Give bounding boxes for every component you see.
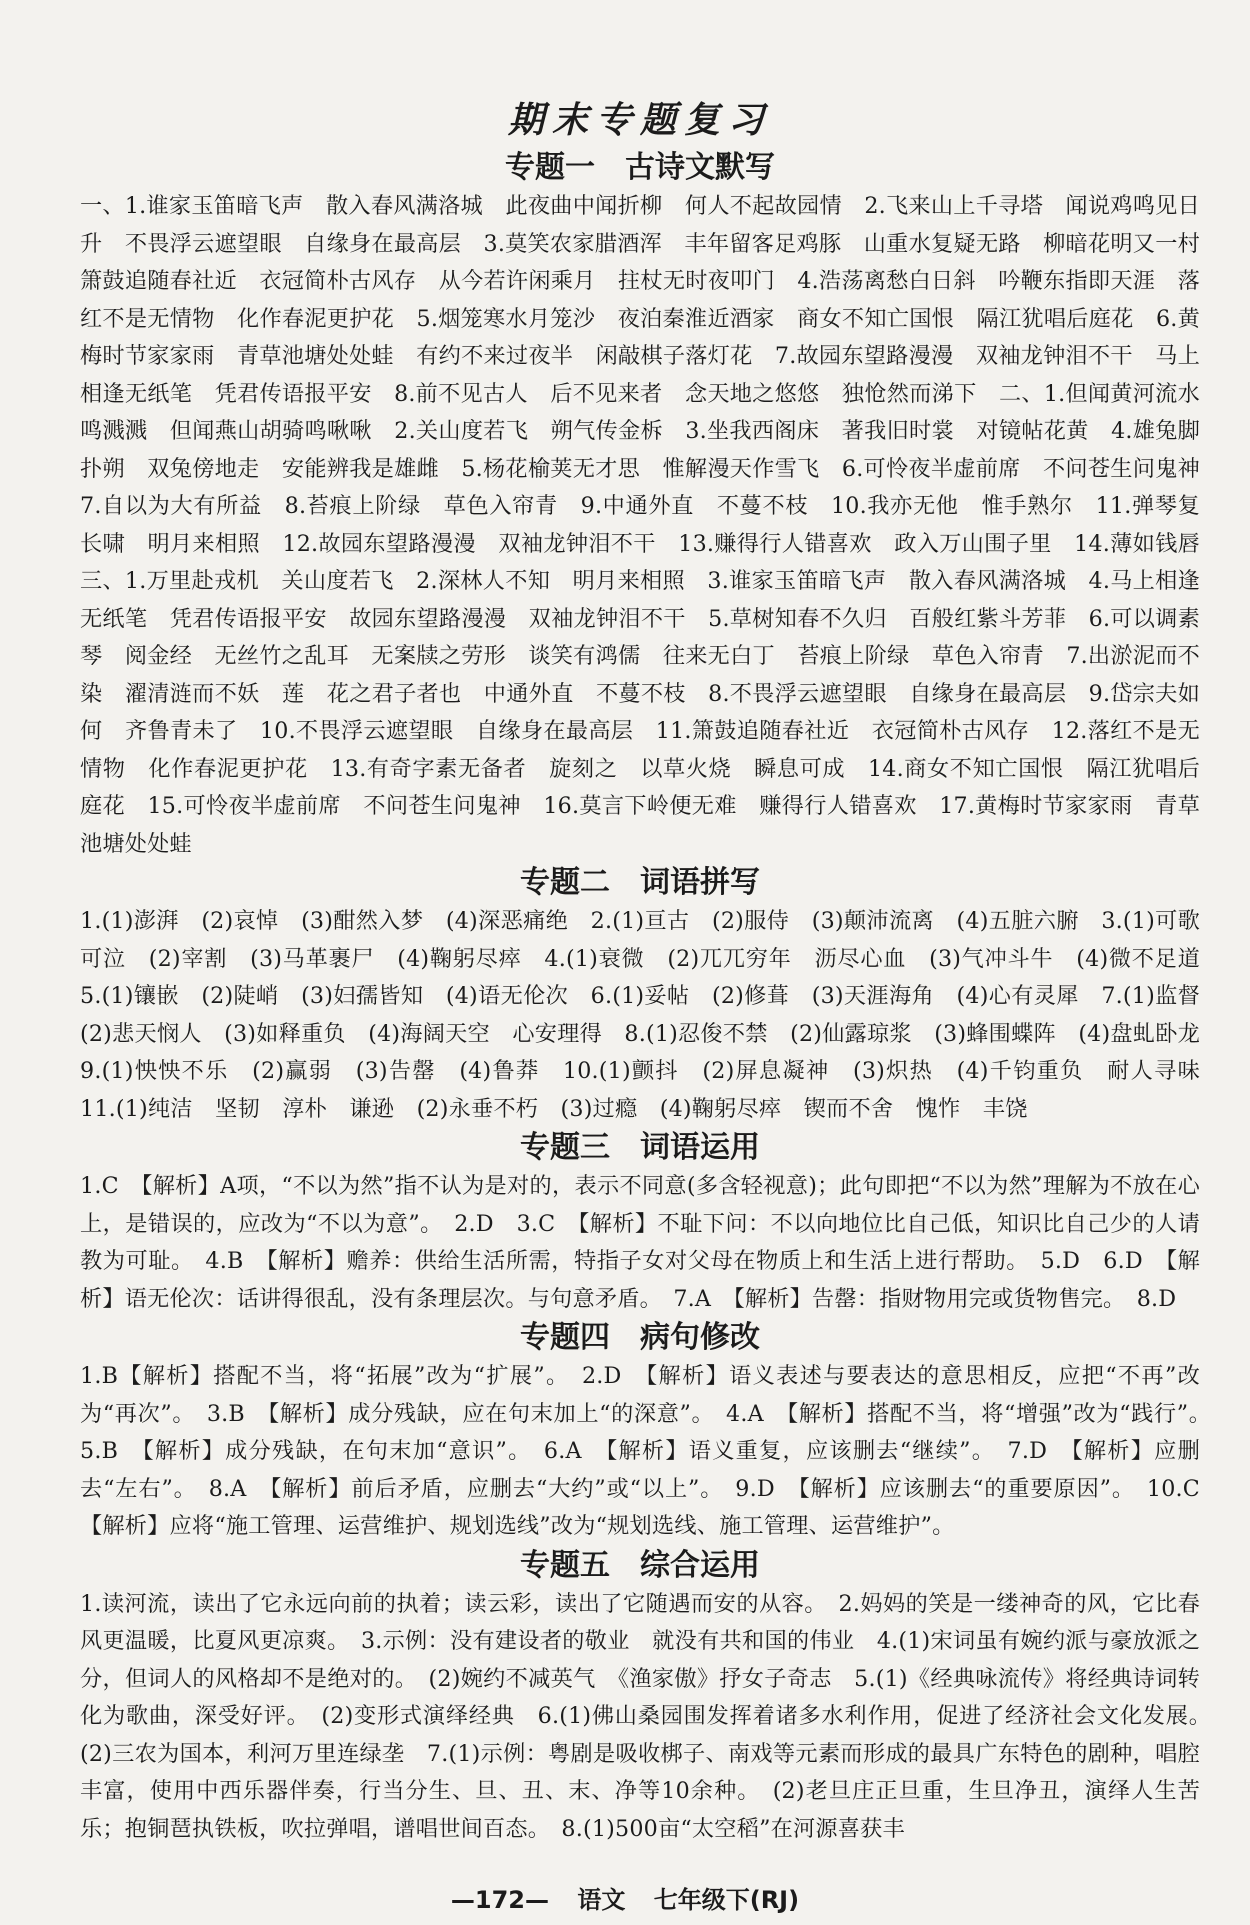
section-body: 1.(1)澎湃 (2)哀悼 (3)酣然入梦 (4)深恶痛绝 2.(1)亘古 (2)服侍 (3)颠沛流离 (4)五脏六腑 3.(1)可歌可泣 (2)宰割 (3)马革裹尸 (4)鞠躬尽瘁 4.(1)衰微 (2)兀兀穷年 沥尽心血 (3)气冲斗牛 (4)微不足道 5.(1)镶嵌 (2)陡峭 (3)妇孺皆知 (4)语无伦次 6.(1)妥帖 (2)修葺 (3)天涯海角 (4)心有灵犀 7.(1)监督 (2)悲天悯人 (3)如释重负 (4)海阔天空 心安理得 8.(1)忍俊不禁 (2)仙露琼浆 (3)蜂围蝶阵 (4)盘虬卧龙 9.(1)怏怏不乐 (2)赢弱 (3)告罄 (4)鲁莽 10.(1)颤抖 (2)屏息凝神 (3)炽热 (4)千钧重负 耐人寻味 11.(1)纯洁 坚韧 淳朴 谦逊 (2)永垂不朽 (3)过瘾 (4)鞠躬尽瘁 锲而不舍 愧怍 丰饶 xyxy=(80,908,1223,1122)
section-1 xyxy=(80,148,1223,863)
section-2 xyxy=(80,863,1223,1128)
section-body: 一、1.谁家玉笛暗飞声 散入春风满洛城 此夜曲中闻折柳 何人不起故园情 2.飞来山上千寻塔 闻说鸡鸣见日升 不畏浮云遮望眼 自缘身在最高层 3.莫笑农家腊酒浑 丰年留客足鸡豚 山重水复疑无路 柳暗花明又一村 箫鼓追随春社近 衣冠简朴古风存 从今若许闲乘月 拄杖无时夜叩门 4.浩荡离愁白日斜 吟鞭东指即天涯 落红不是无情物 化作春泥更护花 5.烟笼寒水月笼沙 夜泊秦淮近酒家 商女不知亡国恨 隔江犹唱后庭花 6.黄梅时节家家雨 青草池塘处处蛙 有约不来过夜半 闲敲棋子落灯花 7.故园东望路漫漫 双袖龙钟泪不干 马上相逢无纸笔 凭君传语报平安 8.前不见古人 后不见来者 念天地之悠悠 独怆然而涕下 二、1.但闻黄河流水鸣溅溅 但闻燕山胡骑鸣啾啾 2.关山度若飞 朔气传金柝 3.坐我西阁床 著我旧时裳 对镜帖花黄 4.雄兔脚扑朔 双兔傍地走 安能辨我是雄雌 5.杨花榆荚无才思 惟解漫天作雪飞 6.可怜夜半虚前席 不问苍生问鬼神 7.自以为大有所益 8.苔痕上阶绿 草色入帘青 9.中通外直 不蔓不枝 10.我亦无他 惟手熟尔 11.弹琴复长啸 明月来相照 12.故园东望路漫漫 双袖龙钟泪不干 13.赚得行人错喜欢 政入万山围子里 14.薄如钱唇 三、1.万里赴戎机 关山度若飞 2.深林人不知 明月来相照 3.谁家玉笛暗飞声 散入春风满洛城 4.马上相逢无纸笔 凭君传语报平安 故园东望路漫漫 双袖龙钟泪不干 5.草树知春不久归 百般红紫斗芳菲 6.可以调素琴 阅金经 无丝竹之乱耳 无案牍之劳形 谈笑有鸿儒 往来无白丁 苔痕上阶绿 草色入帘青 7.出淤泥而不染 濯清涟而不妖 莲 花之君子者也 中通外直 不蔓不枝 8.不畏浮云遮望眼 自缘身在最高层 9.岱宗夫如何 齐鲁青未了 10.不畏浮云遮望眼 自缘身在最高层 11.箫鼓追随春社近 衣冠简朴古风存 12.落红不是无情物 化作春泥更护花 13.有奇字素无备者 旋刻之 以草火烧 瞬息可成 14.商女不知亡国恨 隔江犹唱后庭花 15.可怜夜半虚前席 不问苍生问鬼神 16.莫言下岭便无难 赚得行人错喜欢 17.黄梅时节家家雨 青草池塘处处蛙 xyxy=(80,193,1223,857)
page-footer xyxy=(0,1880,1250,1915)
page-number: —172— xyxy=(450,1886,550,1914)
grade-label: 七年级下(RJ) xyxy=(653,1886,800,1914)
section-5 xyxy=(80,1546,1223,1849)
section-4 xyxy=(80,1318,1223,1546)
section-title: 专题二 词语拼写 xyxy=(520,865,760,900)
section-body: 1.B【解析】搭配不当，将“拓展”改为“扩展”。 2.D 【解析】语义表述与要表达的意思相反，应把“不再”改为“再次”。 3.B 【解析】成分残缺，应在句末加上“的深意”。 4.A 【解析】搭配不当，将“增强”改为“践行”。 5.B 【解析】成分残缺，在句末加“意识”。 6.A 【解析】语义重复，应该删去“继续”。 7.D 【解析】应删去“左右”。 8.A 【解析】前后矛盾，应删去“大约”或“以上”。 9.D 【解析】应该删去“的重要原因”。 10.C 【解析】应将“施工管理、运营维护、规划选线”改为“规划选线、施工管理、运营维护”。 xyxy=(80,1363,1223,1539)
subject-label: 语文 xyxy=(577,1886,626,1914)
section-title: 专题四 病句修改 xyxy=(520,1320,760,1355)
section-title: 专题一 古诗文默写 xyxy=(505,150,775,185)
section-3 xyxy=(80,1128,1200,1318)
answer-page xyxy=(80,99,1223,1890)
section-title: 专题五 综合运用 xyxy=(520,1547,760,1583)
section-body: 1.读河流，读出了它永远向前的执着；读云彩，读出了它随遇而安的从容。 2.妈妈的笑是一缕神奇的风，它比春风更温暖，比夏风更凉爽。 3.示例：没有建设者的敬业 就没有共和国的伟业 4.(1)宋词虽有婉约派与豪放派之分，但词人的风格却不是绝对的。 (2)婉约不减英气 《渔家傲》抒女子奇志 5.(1)《经典咏流传》将经典诗词转化为歌曲，深受好评。 (2)变形式演绎经典 6.(1)佛山桑园围发挥着诸多水利作用，促进了经济社会文化发展。 (2)三农为国本，利河万里连绿垄 7.(1)示例：粤剧是吸收梆子、南戏等元素而形成的最具广东特色的剧种，唱腔丰富，使用中西乐器伴奏，行当分生、旦、丑、末、净等10余种。 (2)老旦庄正旦重，生旦净丑，演绎人生苦乐；抱铜琶执铁板，吹拉弹唱，谱唱世间百态。 8.(1)500亩“太空稻”在河源喜获丰 xyxy=(80,1590,1223,1842)
section-body: 1.C 【解析】A项，“不以为然”指不认为是对的，表示不同意(多含轻视意)；此句即把“不以为然”理解为不放在心上，是错误的，应改为“不以为意”。 2.D 3.C 【解析】不耻下问：不以向地位比自己低，知识比自己少的人请教为可耻。 4.B 【解析】赡养：供给生活所需，特指子女对父母在物质上和生活上进行帮助。 5.D 6.D 【解析】语无伦次：话讲得很乱，没有条理层次。与句意矛盾。 7.A 【解析】告罄：指财物用完或货物售完。 8.D xyxy=(80,1173,1200,1312)
page-title: 期末专题复习 xyxy=(507,99,772,141)
section-title: 专题三 词语运用 xyxy=(520,1130,760,1165)
